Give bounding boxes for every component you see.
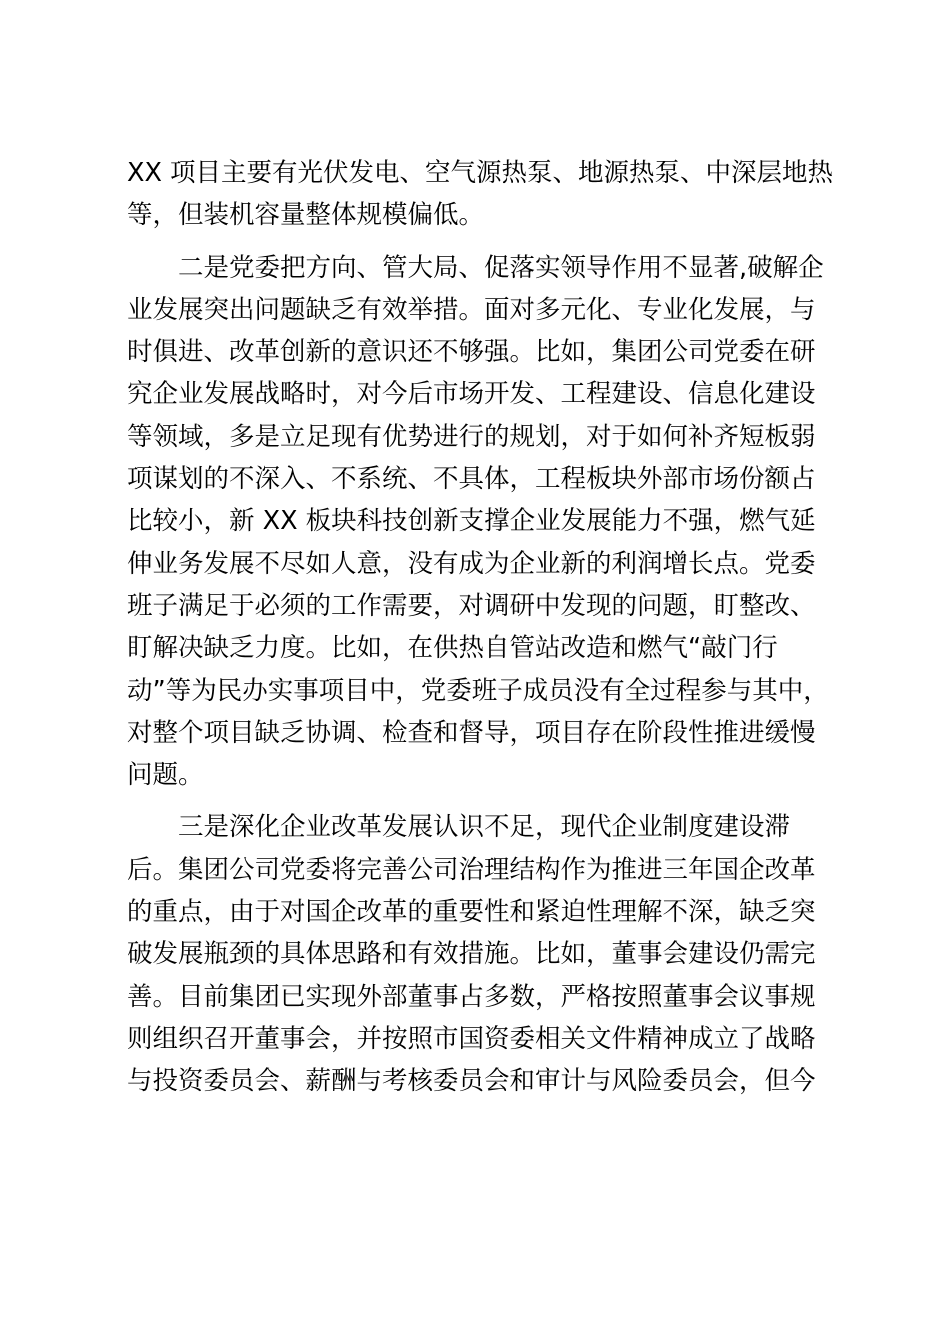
text-line: 项谋划的不深入、不系统、不具体，工程板块外部市场份额占	[127, 464, 816, 495]
paragraph-2	[127, 247, 837, 797]
paragraph-gap	[127, 796, 837, 806]
paragraph-3	[127, 806, 837, 1102]
text-line: 究企业发展战略时，对今后市场开发、工程建设、信息化建设	[127, 379, 816, 410]
text-line: 时俱进、改革创新的意识还不够强。比如，集团公司党委在研	[127, 337, 816, 368]
text-line: 三是深化企业改革发展认识不足，现代企业制度建设滞	[127, 812, 791, 843]
document-body	[127, 152, 837, 1103]
text-line: 后。集团公司党委将完善公司治理结构作为推进三年国企改革	[127, 854, 816, 885]
text-line: XX 项目主要有光伏发电、空气源热泵、地源热泵、中深层地热	[127, 158, 834, 188]
text-line: 与投资委员会、薪酬与考核委员会和审计与风险委员会，但今	[127, 1066, 816, 1097]
text-line: 伸业务发展不尽如人意，没有成为企业新的利润增长点。党委	[127, 548, 816, 579]
text-line: 则组织召开董事会，并按照市国资委相关文件精神成立了战略	[127, 1023, 816, 1054]
text-line: 的重点，由于对国企改革的重要性和紧迫性理解不深，缺乏突	[127, 897, 816, 928]
text-line: 班子满足于必须的工作需要，对调研中发现的问题，盯整改、	[127, 590, 816, 621]
paragraph-1	[127, 152, 837, 237]
text-line: 对整个项目缺乏协调、检查和督导，项目存在阶段性推进缓慢	[127, 717, 816, 748]
text-line: 盯解决缺乏力度。比如，在供热自管站改造和燃气“敲门行	[127, 633, 778, 664]
paragraph-gap	[127, 237, 837, 247]
text-line: 问题。	[127, 760, 204, 791]
text-line: 二是党委把方向、管大局、促落实领导作用不显著,破解企	[127, 252, 824, 283]
text-line: 等，但装机容量整体规模偏低。	[127, 200, 485, 231]
text-line: 动”等为民办实事项目中，党委班子成员没有全过程参与其中，	[127, 675, 829, 706]
text-line: 比较小，新 XX 板块科技创新支撑企业发展能力不强，燃气延	[127, 506, 816, 537]
text-line: 破发展瓶颈的具体思路和有效措施。比如，董事会建设仍需完	[127, 939, 816, 970]
text-line: 等领域，多是立足现有优势进行的规划，对于如何补齐短板弱	[127, 421, 816, 452]
text-line: 善。目前集团已实现外部董事占多数，严格按照董事会议事规	[127, 981, 816, 1012]
text-line: 业发展突出问题缺乏有效举措。面对多元化、专业化发展，与	[127, 294, 816, 325]
